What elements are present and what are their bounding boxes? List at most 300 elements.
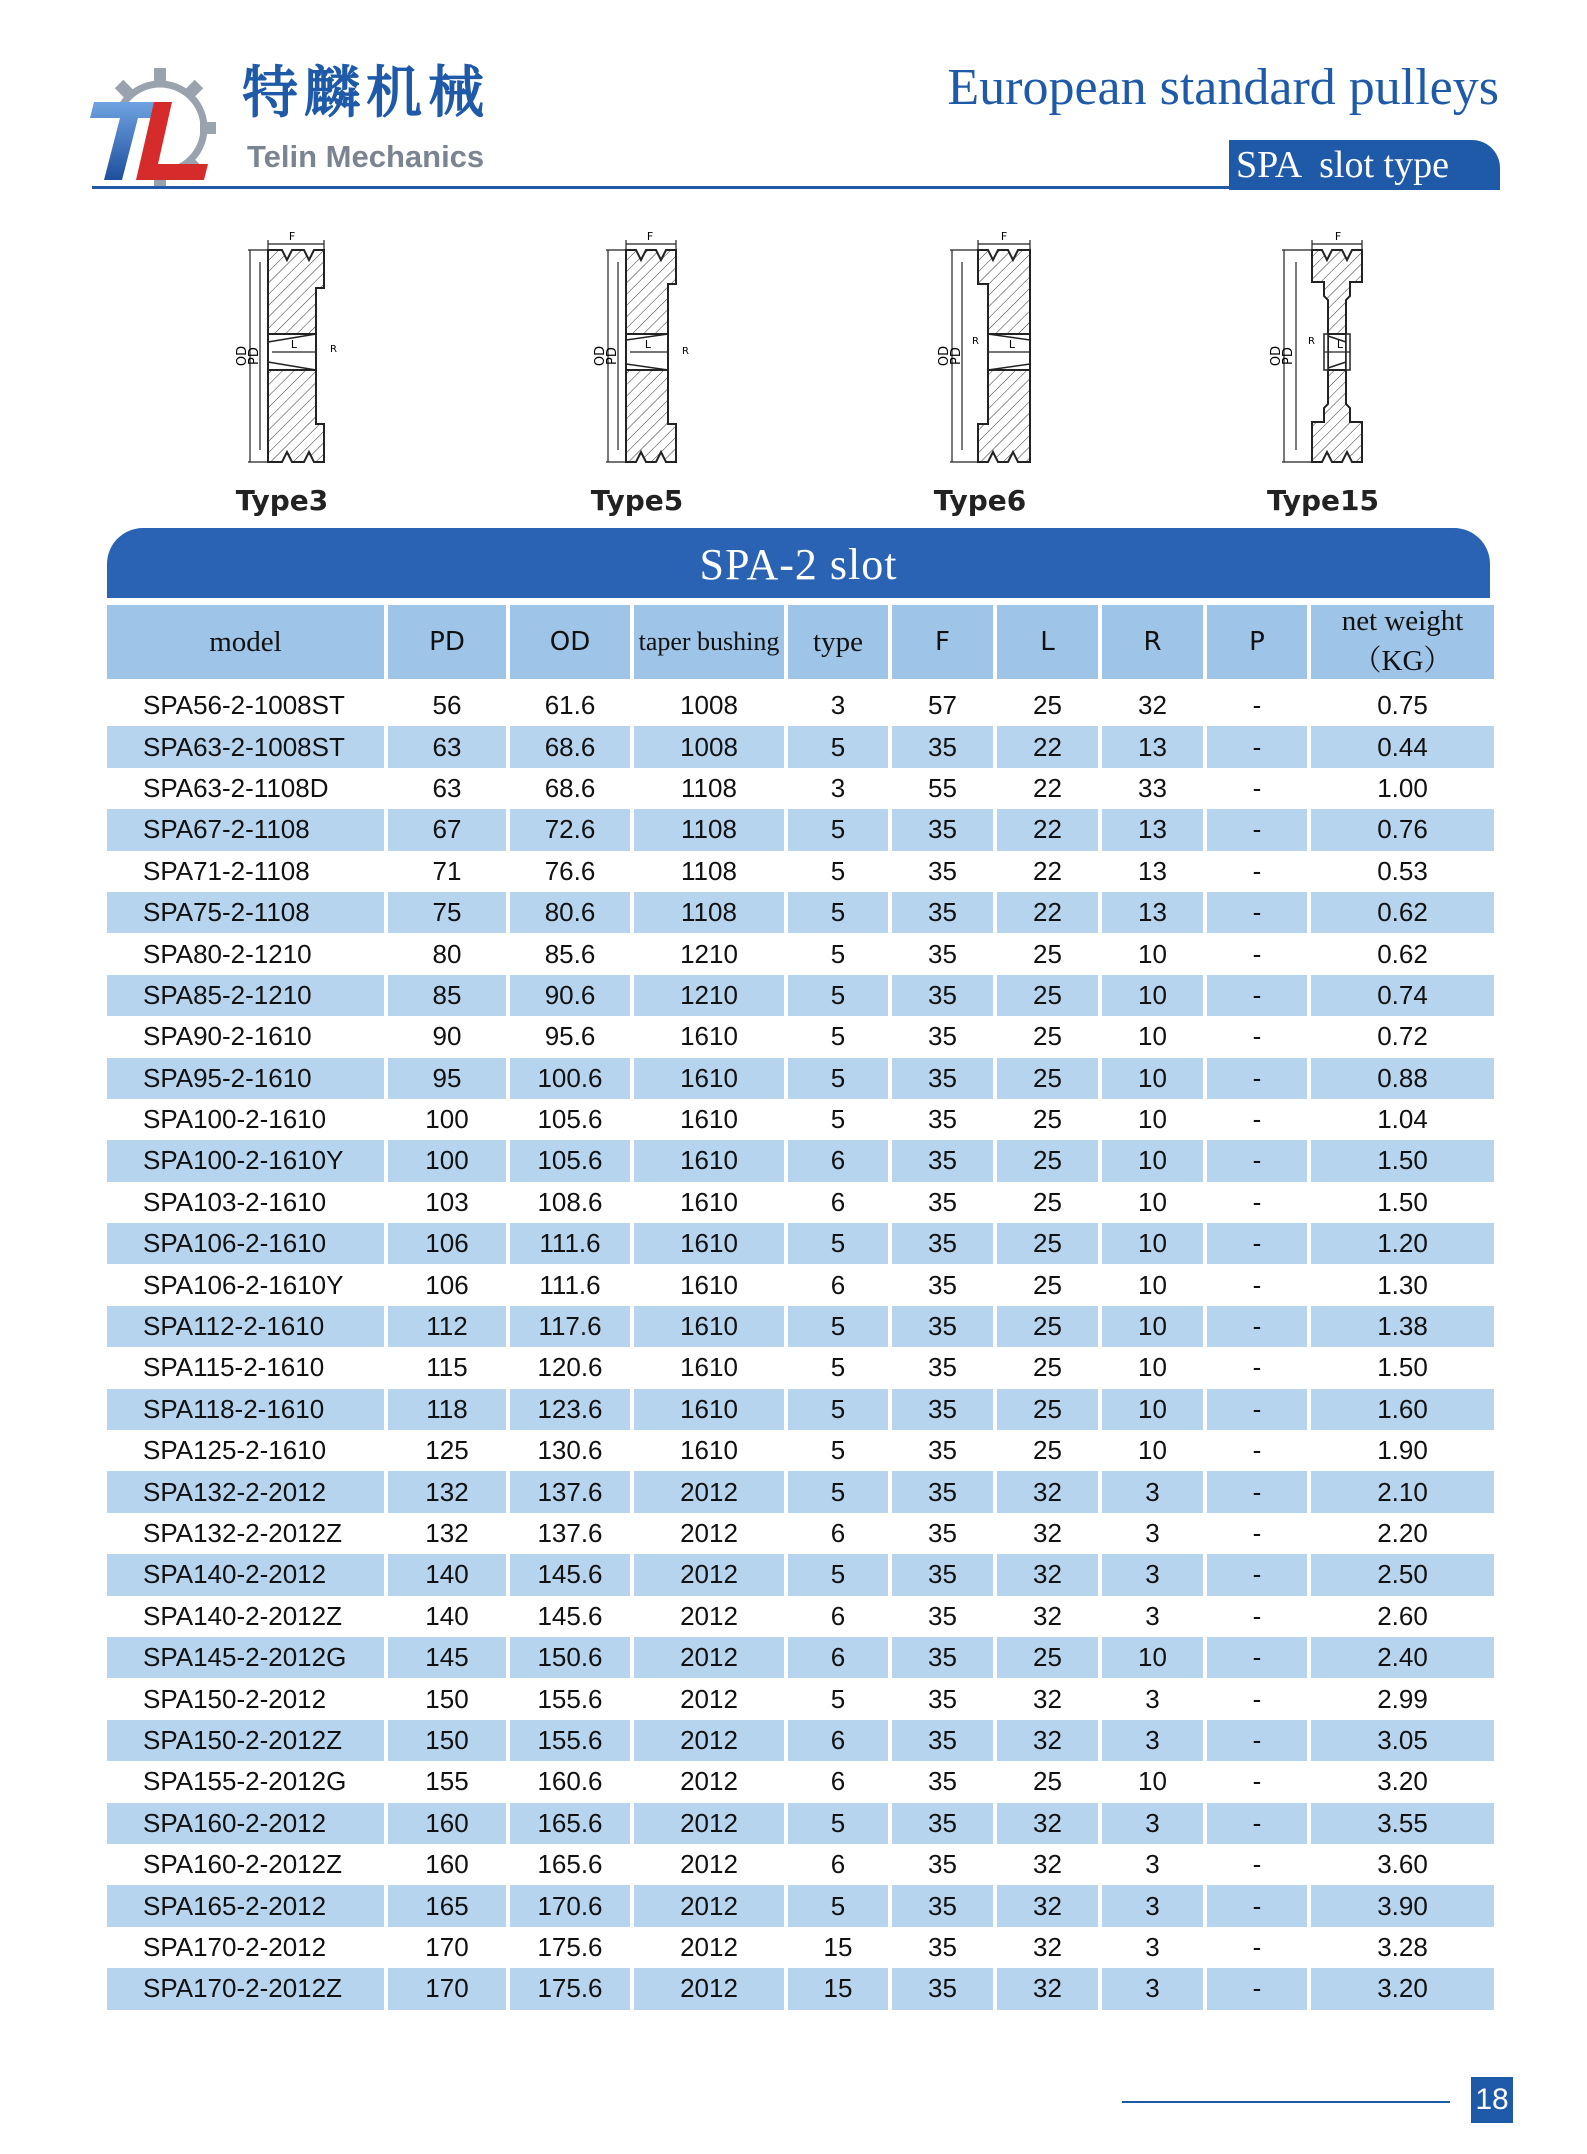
cell-l: 32 xyxy=(1033,1600,1062,1631)
cell-p: - xyxy=(1252,1104,1262,1135)
cell-l: 25 xyxy=(1033,938,1062,969)
cell-pd: 100 xyxy=(425,1104,469,1135)
cell-taper-bushing: 1610 xyxy=(680,1104,738,1135)
cell-net-weight: 1.50 xyxy=(1377,1186,1428,1217)
cell-model: SPA75-2-1108 xyxy=(107,892,384,933)
cell-od: 155.6 xyxy=(510,1720,630,1761)
cell-p: - xyxy=(1252,690,1262,721)
cell-l: 22 xyxy=(1033,855,1062,886)
cell-pd: 115 xyxy=(426,1352,468,1383)
cell-od: 80.6 xyxy=(510,892,630,933)
cell-f: 57 xyxy=(928,690,957,721)
cell-r: 32 xyxy=(1138,690,1167,721)
table-row xyxy=(107,1596,1494,1637)
dim-pd-label: PD xyxy=(247,347,262,365)
cell-p: - xyxy=(1207,1968,1307,2009)
cell-net-weight: 1.00 xyxy=(1377,772,1428,803)
cell-p: - xyxy=(1207,1223,1307,1264)
cell-model: SPA90-2-1610 xyxy=(143,1021,312,1052)
cell-p: - xyxy=(1207,1803,1307,1844)
cell-pd: 56 xyxy=(432,690,462,721)
cell-pd: 132 xyxy=(425,1518,469,1548)
cell-model: SPA80-2-1210 xyxy=(143,938,312,969)
cell-taper-bushing: 2012 xyxy=(680,1518,738,1548)
table-row xyxy=(107,1844,1494,1885)
cell-pd: 85 xyxy=(388,975,506,1016)
cell-r: 3 xyxy=(1145,1849,1160,1880)
col-header-pd: PD xyxy=(388,605,506,685)
cell-pd: 160 xyxy=(425,1849,469,1880)
cell-r: 3 xyxy=(1145,1518,1160,1548)
cell-pd: 103 xyxy=(425,1186,469,1217)
cell-r: 13 xyxy=(1138,855,1167,886)
cell-p: - xyxy=(1207,1720,1307,1761)
cell-model: SPA100-2-1610Y xyxy=(107,1140,384,1181)
cell-taper-bushing: 1108 xyxy=(681,855,737,886)
spec-table-section xyxy=(107,528,1490,2010)
cell-f: 35 xyxy=(928,1849,957,1880)
table-row xyxy=(107,1264,1494,1305)
subtitle: SPA slot type xyxy=(1236,144,1449,186)
cell-net-weight: 1.04 xyxy=(1377,1104,1428,1135)
dim-od-label: OD xyxy=(235,345,250,367)
col-header-net-weight: net weight（KG） xyxy=(1311,605,1494,685)
cell-model: SPA67-2-1108 xyxy=(107,809,384,850)
cell-taper-bushing: 1610 xyxy=(680,1021,738,1052)
cell-taper-bushing: 2012 xyxy=(634,1720,784,1761)
cell-f: 35 xyxy=(892,1554,993,1595)
cell-f: 35 xyxy=(928,1931,957,1962)
dim-l-label: L xyxy=(290,338,298,351)
cell-net-weight: 3.20 xyxy=(1311,1968,1494,2009)
cell-model: SPA132-2-2012Z xyxy=(143,1518,342,1548)
cell-l: 25 xyxy=(997,1306,1098,1347)
cell-type: 5 xyxy=(788,1058,888,1099)
cell-f: 35 xyxy=(928,1186,957,1217)
dim-l-label: L xyxy=(644,338,652,351)
cell-od: 105.6 xyxy=(510,1140,630,1181)
cell-net-weight: 1.60 xyxy=(1311,1389,1494,1430)
cell-taper-bushing: 1108 xyxy=(634,892,784,933)
cell-l: 22 xyxy=(997,809,1098,850)
cell-l: 25 xyxy=(997,1389,1098,1430)
cell-r: 10 xyxy=(1102,1223,1203,1264)
cell-net-weight: 0.76 xyxy=(1311,809,1494,850)
cell-f: 35 xyxy=(892,975,993,1016)
table-row xyxy=(107,809,1494,850)
cell-type: 6 xyxy=(788,1720,888,1761)
cell-p: - xyxy=(1252,1352,1262,1383)
cell-net-weight: 0.62 xyxy=(1377,938,1428,969)
cell-taper-bushing: 1008 xyxy=(634,726,784,767)
cell-p: - xyxy=(1207,1885,1307,1926)
cell-type: 5 xyxy=(830,1352,846,1383)
cell-net-weight: 3.28 xyxy=(1377,1931,1428,1962)
cell-od: 145.6 xyxy=(537,1600,603,1631)
cell-od: 72.6 xyxy=(510,809,630,850)
cell-net-weight: 3.55 xyxy=(1311,1803,1494,1844)
cell-od: 117.6 xyxy=(510,1306,630,1347)
cell-r: 3 xyxy=(1102,1471,1203,1512)
cell-f: 35 xyxy=(928,1104,957,1135)
cell-taper-bushing: 1610 xyxy=(680,1269,738,1300)
cell-taper-bushing: 2012 xyxy=(680,1600,738,1631)
type-label: Type15 xyxy=(1266,484,1380,517)
cell-taper-bushing: 2012 xyxy=(680,1766,738,1797)
cell-l: 32 xyxy=(997,1803,1098,1844)
cell-net-weight: 3.05 xyxy=(1311,1720,1494,1761)
cell-pd: 90 xyxy=(432,1021,462,1052)
dim-pd-label: PD xyxy=(605,347,620,365)
cell-r: 3 xyxy=(1145,1600,1160,1631)
table-row xyxy=(107,1513,1494,1554)
cell-r: 3 xyxy=(1145,1683,1160,1714)
cell-l: 25 xyxy=(1033,1021,1062,1052)
cell-l: 32 xyxy=(1033,1931,1062,1962)
cell-type: 5 xyxy=(830,1104,846,1135)
cell-f: 35 xyxy=(892,1720,993,1761)
cell-l: 25 xyxy=(1033,1435,1062,1466)
cell-l: 32 xyxy=(1033,1683,1062,1714)
cell-taper-bushing: 1610 xyxy=(680,1186,738,1217)
cell-od: 170.6 xyxy=(510,1885,630,1926)
cell-l: 32 xyxy=(997,1885,1098,1926)
cell-pd: 75 xyxy=(388,892,506,933)
cell-type: 5 xyxy=(788,1554,888,1595)
cell-p: - xyxy=(1252,1269,1262,1300)
cell-taper-bushing: 2012 xyxy=(634,1471,784,1512)
cell-p: - xyxy=(1252,1518,1262,1548)
cell-net-weight: 2.20 xyxy=(1377,1518,1428,1548)
col-header-l: L xyxy=(997,605,1098,685)
cell-taper-bushing: 2012 xyxy=(634,1885,784,1926)
cell-f: 35 xyxy=(892,1058,993,1099)
cell-r: 10 xyxy=(1138,1352,1167,1383)
cell-type: 5 xyxy=(788,809,888,850)
cell-net-weight: 3.60 xyxy=(1377,1849,1428,1880)
dim-r-label: R xyxy=(682,346,689,357)
cell-type: 5 xyxy=(788,1306,888,1347)
cell-od: 175.6 xyxy=(537,1931,603,1962)
cell-model: SPA170-2-2012Z xyxy=(107,1968,384,2009)
type-label: Type5 xyxy=(590,484,684,517)
cell-p: - xyxy=(1207,1306,1307,1347)
cell-od: 130.6 xyxy=(537,1435,603,1466)
cell-model: SPA63-2-1008ST xyxy=(107,726,384,767)
cell-pd: 118 xyxy=(388,1389,506,1430)
cell-f: 35 xyxy=(892,1223,993,1264)
cell-f: 35 xyxy=(892,1637,993,1678)
cell-od: 105.6 xyxy=(537,1104,603,1135)
cell-type: 15 xyxy=(823,1931,853,1962)
cell-taper-bushing: 1108 xyxy=(681,772,737,803)
cell-f: 35 xyxy=(892,1968,993,2009)
cell-net-weight: 2.50 xyxy=(1311,1554,1494,1595)
cell-l: 25 xyxy=(1033,1352,1062,1383)
table-row xyxy=(107,933,1494,974)
cell-model: SPA160-2-2012 xyxy=(107,1803,384,1844)
cell-r: 10 xyxy=(1102,1058,1203,1099)
cell-type: 5 xyxy=(830,1021,846,1052)
cell-model: SPA150-2-2012Z xyxy=(107,1720,384,1761)
cell-model: SPA145-2-2012G xyxy=(107,1637,384,1678)
table-row xyxy=(107,1223,1494,1264)
cell-r: 3 xyxy=(1145,1931,1160,1962)
cell-p: - xyxy=(1207,975,1307,1016)
cell-od: 165.6 xyxy=(510,1803,630,1844)
cell-od: 145.6 xyxy=(510,1554,630,1595)
cell-net-weight: 0.74 xyxy=(1311,975,1494,1016)
cell-net-weight: 0.62 xyxy=(1311,892,1494,933)
cell-r: 3 xyxy=(1102,1968,1203,2009)
dim-pd-label: PD xyxy=(1281,347,1296,365)
cell-r: 10 xyxy=(1138,1021,1167,1052)
cell-net-weight: 0.53 xyxy=(1377,855,1428,886)
cell-r: 10 xyxy=(1102,1389,1203,1430)
cell-r: 10 xyxy=(1138,1104,1167,1135)
cell-r: 13 xyxy=(1102,892,1203,933)
table-row xyxy=(107,1720,1494,1761)
cell-p: - xyxy=(1252,1186,1262,1217)
cell-od: 137.6 xyxy=(537,1518,603,1548)
dim-od-label: OD xyxy=(1269,345,1284,367)
cell-net-weight: 2.10 xyxy=(1311,1471,1494,1512)
table-row xyxy=(107,1761,1494,1802)
cell-taper-bushing: 1610 xyxy=(634,1389,784,1430)
cell-l: 32 xyxy=(1033,1849,1062,1880)
cell-type: 6 xyxy=(788,1637,888,1678)
cell-pd: 160 xyxy=(388,1803,506,1844)
cell-r: 10 xyxy=(1102,1140,1203,1181)
cell-p: - xyxy=(1252,1021,1262,1052)
table-row xyxy=(107,1099,1494,1140)
cell-od: 155.6 xyxy=(537,1683,603,1714)
cell-r: 10 xyxy=(1138,938,1167,969)
table-row xyxy=(107,1182,1494,1223)
cell-f: 35 xyxy=(928,1352,957,1383)
cell-model: SPA106-2-1610Y xyxy=(143,1269,344,1300)
table-row xyxy=(107,685,1494,726)
dim-f-label: F xyxy=(646,230,654,243)
table-row xyxy=(107,1058,1494,1099)
pulley-diagram-type6 xyxy=(922,226,1072,478)
cell-taper-bushing: 1610 xyxy=(680,1352,738,1383)
table-row xyxy=(107,1803,1494,1844)
cell-f: 35 xyxy=(928,855,957,886)
table-header-row xyxy=(107,605,1494,685)
cell-f: 35 xyxy=(928,1766,957,1797)
table-row xyxy=(107,1016,1494,1057)
cell-l: 22 xyxy=(997,726,1098,767)
cell-f: 35 xyxy=(892,1140,993,1181)
cell-type: 6 xyxy=(830,1186,846,1217)
cell-r: 13 xyxy=(1102,726,1203,767)
cell-p: - xyxy=(1252,1849,1262,1880)
cell-l: 22 xyxy=(997,892,1098,933)
cell-pd: 145 xyxy=(388,1637,506,1678)
cell-model: SPA112-2-1610 xyxy=(107,1306,384,1347)
cell-model: SPA118-2-1610 xyxy=(107,1389,384,1430)
cell-od: 150.6 xyxy=(510,1637,630,1678)
cell-pd: 155 xyxy=(425,1766,469,1797)
dim-od-label: OD xyxy=(593,345,608,367)
cell-p: - xyxy=(1252,938,1262,969)
cell-l: 25 xyxy=(1033,1269,1062,1300)
table-row xyxy=(107,1554,1494,1595)
cell-r: 13 xyxy=(1102,809,1203,850)
table-row xyxy=(107,1389,1494,1430)
cell-net-weight: 0.44 xyxy=(1311,726,1494,767)
cell-pd: 71 xyxy=(432,855,462,886)
cell-taper-bushing: 2012 xyxy=(634,1968,784,2009)
cell-net-weight: 2.40 xyxy=(1311,1637,1494,1678)
cell-f: 35 xyxy=(892,892,993,933)
cell-p: - xyxy=(1252,1683,1262,1714)
cell-type: 3 xyxy=(830,690,846,721)
cell-type: 6 xyxy=(830,1766,846,1797)
logo-text: TL xyxy=(88,62,90,63)
cell-l: 25 xyxy=(997,1637,1098,1678)
cell-model: SPA85-2-1210 xyxy=(107,975,384,1016)
cell-type: 6 xyxy=(788,1140,888,1181)
cell-type: 5 xyxy=(788,1389,888,1430)
cell-p: - xyxy=(1207,1389,1307,1430)
col-header-od: OD xyxy=(510,605,630,685)
cell-od: 90.6 xyxy=(510,975,630,1016)
cell-model: SPA132-2-2012 xyxy=(107,1471,384,1512)
cell-pd: 112 xyxy=(388,1306,506,1347)
cell-net-weight: 1.50 xyxy=(1377,1352,1428,1383)
cell-p: - xyxy=(1207,1140,1307,1181)
brand-name-cn: 特麟机械 xyxy=(242,61,490,126)
cell-p: - xyxy=(1207,1058,1307,1099)
dim-f-label: F xyxy=(1000,230,1008,243)
cell-pd: 125 xyxy=(425,1435,469,1466)
cell-od: 120.6 xyxy=(537,1352,603,1383)
cell-l: 25 xyxy=(1033,690,1062,721)
cell-type: 5 xyxy=(788,892,888,933)
footer-rule xyxy=(1122,2101,1450,2103)
cell-type: 5 xyxy=(830,1683,846,1714)
brand-name-en: Telin Mechanics xyxy=(247,139,485,174)
cell-od: 123.6 xyxy=(510,1389,630,1430)
cell-taper-bushing: 1210 xyxy=(680,938,738,969)
cell-r: 10 xyxy=(1138,1766,1167,1797)
cell-taper-bushing: 1610 xyxy=(634,1306,784,1347)
cell-pd: 80 xyxy=(432,938,462,969)
cell-model: SPA63-2-1108D xyxy=(143,772,329,803)
spec-table xyxy=(103,605,1498,2010)
cell-f: 35 xyxy=(928,1518,957,1548)
dim-r-label: R xyxy=(1308,336,1315,347)
table-row xyxy=(107,851,1494,892)
cell-l: 25 xyxy=(997,1058,1098,1099)
cell-od: 68.6 xyxy=(510,726,630,767)
col-header-type: type xyxy=(788,605,888,685)
cell-model: SPA150-2-2012 xyxy=(143,1683,327,1714)
cell-type: 5 xyxy=(788,975,888,1016)
cell-net-weight: 1.38 xyxy=(1311,1306,1494,1347)
cell-net-weight: 3.20 xyxy=(1377,1766,1428,1797)
table-row xyxy=(107,1306,1494,1347)
cell-l: 25 xyxy=(997,1223,1098,1264)
table-row xyxy=(107,1347,1494,1388)
cell-r: 10 xyxy=(1102,975,1203,1016)
cell-p: - xyxy=(1207,726,1307,767)
cell-od: 95.6 xyxy=(544,1021,596,1052)
cell-l: 32 xyxy=(997,1554,1098,1595)
cell-f: 35 xyxy=(928,938,957,969)
cell-net-weight: 3.90 xyxy=(1311,1885,1494,1926)
cell-f: 35 xyxy=(928,1269,957,1300)
cell-f: 35 xyxy=(928,1021,957,1052)
cell-type: 5 xyxy=(788,1803,888,1844)
cell-od: 85.6 xyxy=(544,938,596,969)
cell-f: 35 xyxy=(928,1683,957,1714)
cell-model: SPA106-2-1610 xyxy=(107,1223,384,1264)
dim-od-label: OD xyxy=(937,345,952,367)
cell-type: 5 xyxy=(788,1471,888,1512)
cell-f: 35 xyxy=(892,726,993,767)
dim-f-label: F xyxy=(1334,230,1342,243)
dim-l-label: L xyxy=(1336,338,1344,351)
cell-f: 35 xyxy=(892,809,993,850)
table-row xyxy=(107,768,1494,809)
cell-f: 35 xyxy=(892,1389,993,1430)
cell-f: 35 xyxy=(928,1435,957,1466)
cell-l: 25 xyxy=(997,1140,1098,1181)
col-header-p: P xyxy=(1207,605,1307,685)
cell-type: 6 xyxy=(830,1600,846,1631)
cell-pd: 63 xyxy=(432,772,462,803)
cell-p: - xyxy=(1207,1471,1307,1512)
dim-r-label: R xyxy=(330,344,337,355)
cell-type: 5 xyxy=(830,1435,846,1466)
cell-pd: 106 xyxy=(425,1269,469,1300)
col-header-taper-bushing: taper bushing xyxy=(634,605,784,685)
cell-taper-bushing: 1210 xyxy=(634,975,784,1016)
cell-type: 5 xyxy=(830,855,846,886)
dim-l-label: L xyxy=(1008,338,1016,351)
cell-f: 55 xyxy=(928,772,957,803)
cell-od: 100.6 xyxy=(510,1058,630,1099)
cell-pd: 106 xyxy=(388,1223,506,1264)
cell-r: 10 xyxy=(1102,1637,1203,1678)
cell-p: - xyxy=(1252,855,1262,886)
cell-p: - xyxy=(1207,892,1307,933)
cell-od: 111.6 xyxy=(510,1223,630,1264)
cell-p: - xyxy=(1252,1766,1262,1797)
cell-pd: 140 xyxy=(388,1554,506,1595)
cell-r: 10 xyxy=(1138,1186,1167,1217)
cell-pd: 150 xyxy=(388,1720,506,1761)
cell-od: 108.6 xyxy=(537,1186,603,1217)
cell-pd: 165 xyxy=(388,1885,506,1926)
cell-type: 5 xyxy=(788,1223,888,1264)
cell-r: 10 xyxy=(1138,1435,1167,1466)
cell-net-weight: 2.60 xyxy=(1377,1600,1428,1631)
cell-l: 22 xyxy=(1033,772,1062,803)
cell-pd: 150 xyxy=(425,1683,469,1714)
cell-r: 3 xyxy=(1102,1885,1203,1926)
cell-taper-bushing: 2012 xyxy=(680,1683,738,1714)
table-row xyxy=(107,1968,1494,2009)
cell-od: 137.6 xyxy=(510,1471,630,1512)
cell-p: - xyxy=(1207,1554,1307,1595)
cell-model: SPA155-2-2012G xyxy=(143,1766,347,1797)
cell-taper-bushing: 2012 xyxy=(634,1803,784,1844)
pulley-diagram-type5 xyxy=(570,226,720,478)
